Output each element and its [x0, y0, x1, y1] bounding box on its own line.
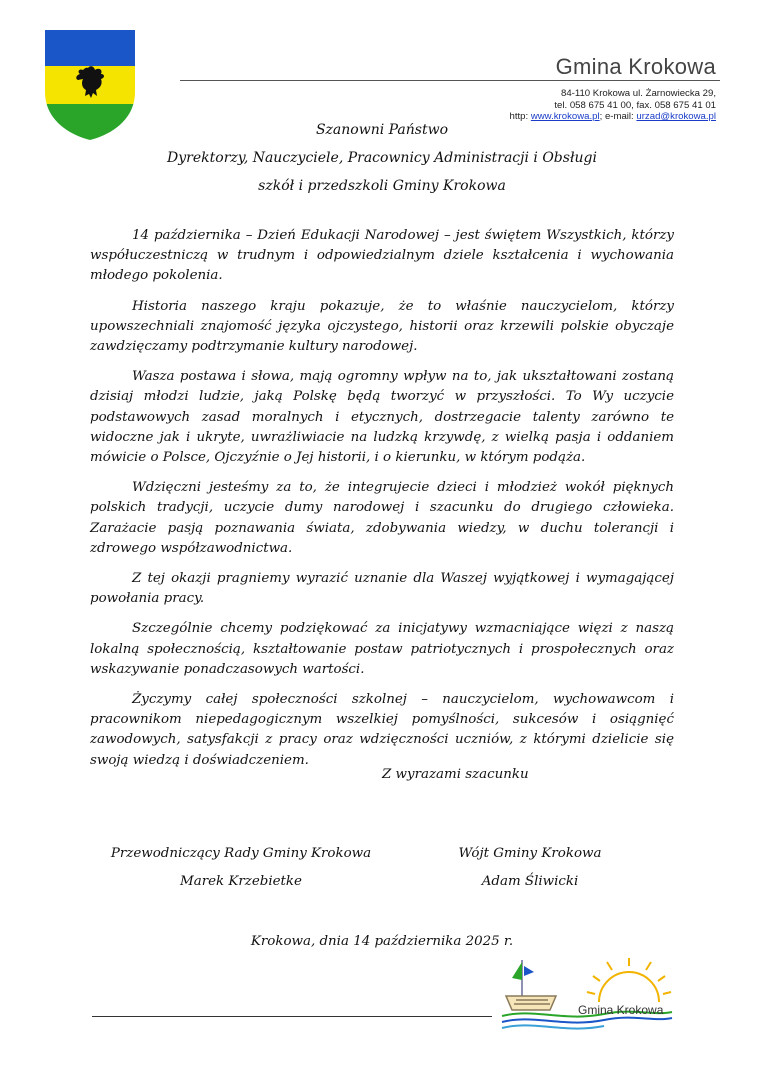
contact-line — [509, 111, 716, 123]
paragraph: Szczególnie chcemy podziękować za inicjatywy wzmacniające więzi z naszą lokalną społecznością, kształtowanie postaw patriotycznych i prospołecznych oraz wskazywanie ponadczasowych wartości. — [90, 621, 674, 677]
addressees-line-2: szkół i przedszkoli Gminy Krokowa — [258, 178, 506, 194]
salutation: Szanowni Państwo — [315, 122, 449, 138]
email-label: ; e-mail: — [599, 111, 637, 122]
phone-line: tel. 058 675 41 00, fax. 058 675 41 01 — [554, 99, 716, 111]
date-line: Krokowa, dnia 14 października 2025 r. — [250, 934, 514, 949]
left-signature-name: Marek Krzebietke — [180, 874, 302, 889]
footer-logo-text: Gmina Krokowa — [578, 1003, 664, 1017]
boat-icon — [506, 960, 556, 1010]
paragraph: Historia naszego kraju pokazuje, że to właśnie nauczycielom, którzy upowszechniali znajomość języka ojczystego, historii oraz krzewili polskie obyczaje zawdzięczamy podtrzymanie kultury narodowej. — [90, 298, 674, 355]
paragraph: Wasza postawa i słowa, mają ogromny wpływ na to, jak ukształtowani zostaną dzisiaj młodzi ludzie, jaką Polskę będą tworzyć w przyszłości. To Wy uczycie podstawowych zasad moralnych i etycznych, dostrzegacie talenty zarówno te widoczne jak i ukryte, uwrażliwiacie na ludzką krzywdę, z wielką pasja i oddaniem mówicie o Polsce, Ojczyźnie o Jej historii, i o kierunku, w którym podąża. — [90, 369, 674, 466]
letter-body — [90, 226, 674, 781]
sun-icon — [587, 958, 671, 1002]
website-link[interactable]: www.krokowa.pl — [530, 111, 600, 122]
addressees-line-1: Dyrektorzy, Nauczyciele, Pracownicy Administracji i Obsługi — [167, 150, 597, 166]
closing-phrase: Z wyrazami szacunku — [382, 767, 529, 782]
email-link[interactable]: urzad@krokowa.pl — [636, 111, 716, 122]
footer-municipality-logo — [494, 956, 674, 1036]
footer-divider — [92, 1016, 492, 1017]
right-signature-name: Adam Śliwicki — [481, 874, 579, 889]
paragraph: Z tej okazji pragniemy wyrazić uznanie dla Waszej wyjątkowej i wymagającej powołania pracy. — [90, 571, 674, 607]
municipality-name: Gmina Krokowa — [555, 54, 716, 79]
http-label: http: — [509, 111, 531, 122]
address-block — [509, 88, 716, 123]
paragraph: Wdzięczni jesteśmy za to, że integrujecie dzieci i młodzież wokół pięknych polskich tradycji, uczycie dumy narodowej i szacunku do drugiego człowieka. Zarażacie pasją poznawania świata, zdobywania wiedzy, w duchu tolerancji i zdrowego współzawodnictwa. — [90, 480, 674, 556]
paragraph: 14 października – Dzień Edukacji Narodowej – jest świętem Wszystkich, którzy współuczestniczą w trudnym i odpowiedzialnym dziele kształcenia i wychowania młodego pokolenia. — [90, 228, 674, 284]
paragraph: Życzymy całej społeczności szkolnej – nauczycielom, wychowawcom i pracownikom niepedagogicznym wszelkiej pomyślności, sukcesów i osiągnięć zawodowych, satysfakcji z pracy oraz wdzięczności uczniów, z którymi dzielicie się swoją wiedzą i doświadczeniem. — [90, 692, 674, 768]
right-signature-title: Wójt Gminy Krokowa — [458, 846, 602, 861]
header-divider — [180, 80, 720, 81]
address-line: 84-110 Krokowa ul. Żarnowiecka 29, — [560, 88, 716, 99]
left-signature-title: Przewodniczący Rady Gminy Krokowa — [110, 846, 372, 861]
